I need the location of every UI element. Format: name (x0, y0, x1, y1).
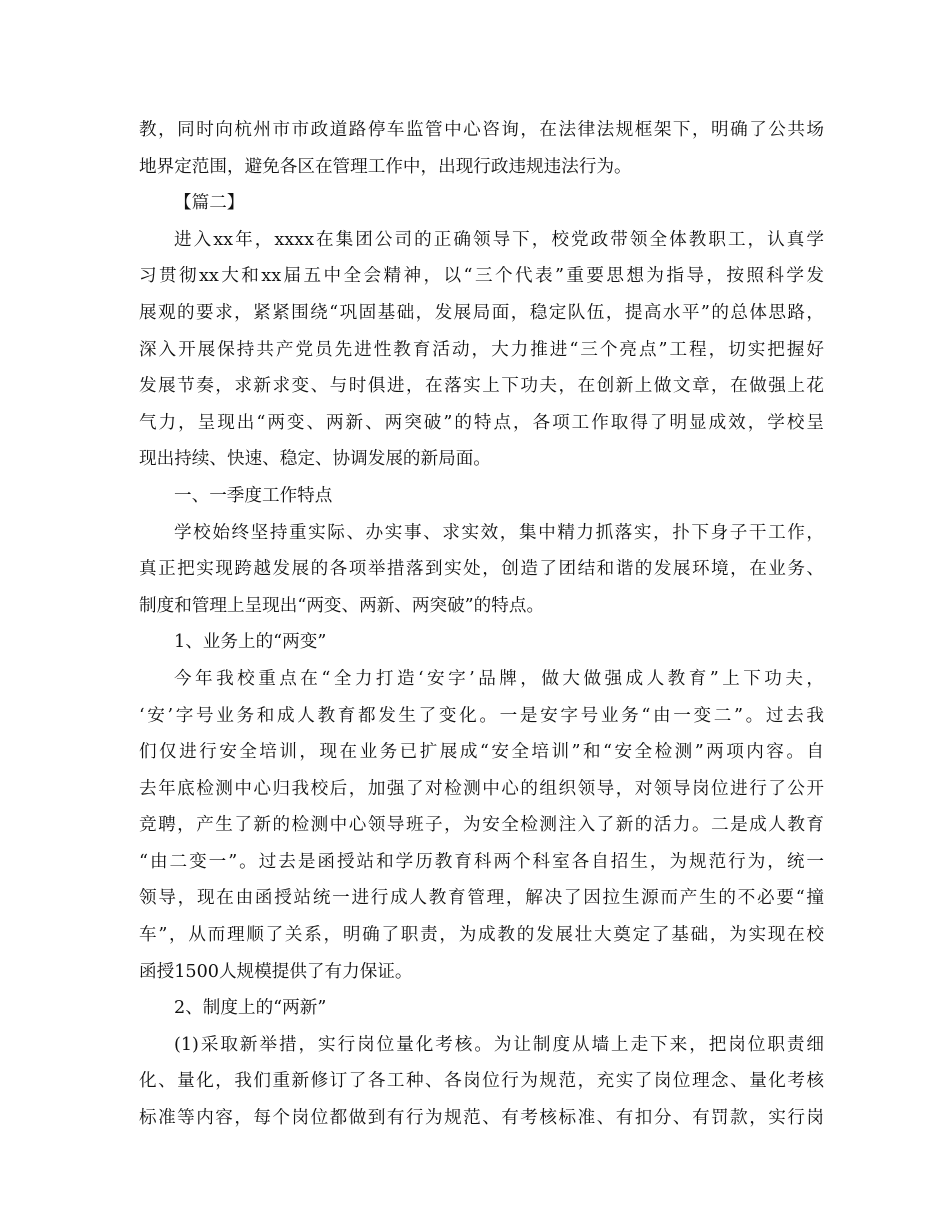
text-line: 今年我校重点在“全力打造‘安字’品牌，做大做强成人教育”上下功夫， (174, 668, 824, 689)
text-line: 进入xx年，xxxx在集团公司的正确领导下，校党政带领全体教职工，认真学 (174, 229, 824, 250)
text-line: ‘安’字号业务和成人教育都发生了变化。一是安字号业务“由一变二”。过去我 (139, 705, 824, 726)
text-line: 竞聘，产生了新的检测中心领导班子，为安全检测注入了新的活力。二是成人教育 (139, 815, 824, 836)
text-line: 深入开展保持共产党员先进性教育活动，大力推进“三个亮点”工程，切实把握好 (139, 339, 824, 360)
text-line: 领导，现在由函授站统一进行成人教育管理，解决了因拉生源而产生的不必要“撞 (139, 888, 824, 909)
text-line: 习贯彻xx大和xx届五中全会精神，以“三个代表”重要思想为指导，按照科学发 (139, 266, 824, 287)
document-body (139, 112, 824, 1137)
text-line: 们仅进行安全培训，现在业务已扩展成“安全培训”和“安全检测”两项内容。自 (139, 742, 824, 763)
text-line: 地界定范围，避免各区在管理工作中，出现行政违规违法行为。 (139, 156, 632, 177)
text-line: (1)采取新举措，实行岗位量化考核。为让制度从墙上走下来，把岗位职责细 (174, 1034, 824, 1055)
text-line: 1、业务上的“两变” (174, 632, 327, 653)
text-line: 发展节奏，求新求变、与时俱进，在落实上下功夫，在创新上做文章，在做强上花 (139, 376, 824, 397)
text-line: 标准等内容，每个岗位都做到有行为规范、有考核标准、有扣分、有罚款，实行岗 (139, 1108, 824, 1129)
text-line: “由二变一”。过去是函授站和学历教育科两个科室各自招生，为规范行为，统一 (139, 851, 824, 872)
text-line: 【篇二】 (174, 193, 245, 214)
text-line: 去年底检测中心归我校后，加强了对检测中心的组织领导，对领导岗位进行了公开 (139, 778, 824, 799)
text-line: 展观的要求，紧紧围绕“巩固基础，发展局面，稳定队伍，提高水平”的总体思路， (139, 302, 824, 323)
text-line: 函授1500人规模提供了有力保证。 (139, 961, 413, 982)
text-line: 车”，从而理顺了关系，明确了职责，为成教的发展壮大奠定了基础，为实现在校 (139, 925, 824, 946)
text-line: 气力，呈现出“两变、两新、两突破”的特点，各项工作取得了明显成效，学校呈 (139, 412, 824, 433)
text-line: 现出持续、快速、稳定、协调发展的新局面。 (139, 449, 491, 470)
text-line: 化、量化，我们重新修订了各工种、各岗位行为规范，充实了岗位理念、量化考核 (139, 1071, 824, 1092)
text-line: 学校始终坚持重实际、办实事、求实效，集中精力抓落实，扑下身子干工作， (174, 522, 824, 543)
text-line: 2、制度上的“两新” (174, 998, 327, 1019)
text-line: 一、一季度工作特点 (174, 485, 333, 506)
text-line: 制度和管理上呈现出“两变、两新、两突破”的特点。 (139, 595, 545, 616)
text-line: 真正把实现跨越发展的各项举措落到实处，创造了团结和谐的发展环境，在业务、 (139, 559, 824, 580)
text-line: 教，同时向杭州市市政道路停车监管中心咨询，在法律法规框架下，明确了公共场 (139, 120, 824, 140)
